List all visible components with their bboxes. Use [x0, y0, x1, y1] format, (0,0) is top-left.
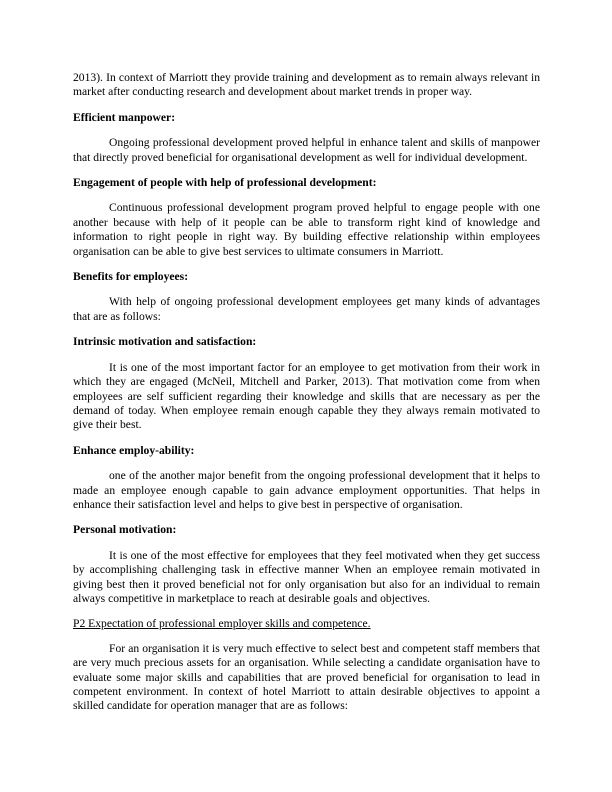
paragraph-personal-motivation: It is one of the most effective for employees that they feel motivated when they get success by accomplishing challenging task in effective manner When an employee remain motivated in giving best then it proved beneficial not for only organisation but also for an individual to remain always competitive in marketplace to reach at desirable goals and objectives. — [73, 548, 540, 605]
heading-personal-motivation: Personal motivation: — [73, 523, 177, 537]
paragraph-engagement-of-people: Continuous professional development program proved helpful to engage people with one another because with help of it people can be able to transform right kind of knowledge and information to right people in right way. By building effective relationship within employees organisation can be able to give best services to ultimate consumers in Marriott. — [73, 201, 540, 258]
paragraph-benefits-for-employees: With help of ongoing professional development employees get many kinds of advantages that are as follows: — [73, 295, 540, 323]
heading-efficient-manpower: Efficient manpower: — [73, 110, 176, 124]
paragraph-p2-expectation: For an organisation it is very much effective to select best and competent staff members that are very much precious assets for an organisation. While selecting a candidate organisation have to evaluate some major skills and capabilities that are proved beneficial for organisation to lead in competent environment. In context of hotel Marriott to attain desirable objectives to appoint a skilled candidate for operation manager that are as follows: — [73, 641, 540, 713]
heading-enhance-employability: Enhance employ-ability: — [73, 443, 195, 457]
heading-p2-expectation: P2 Expectation of professional employer skills and competence. — [73, 617, 371, 631]
paragraph-intrinsic-motivation: It is one of the most important factor for an employee to get motivation from their work in which they are engaged (McNeil, Mitchell and Parker, 2013). That motivation come from when employees are self sufficient regarding their knowledge and skills that are necessary as per the demand of today. When employee remain enough capable they they always remain motivated to give their best. — [73, 360, 540, 432]
heading-engagement-of-people: Engagement of people with help of professional development: — [73, 176, 377, 190]
heading-benefits-for-employees: Benefits for employees: — [73, 270, 189, 284]
heading-intrinsic-motivation: Intrinsic motivation and satisfaction: — [73, 335, 257, 349]
intro-paragraph: 2013). In context of Marriott they provide training and development as to remain always relevant in market after conducting research and development about market trends in proper way. — [73, 71, 540, 99]
paragraph-enhance-employability: one of the another major benefit from the ongoing professional development that it helps to made an employee enough capable to gain advance employment opportunities. That helps in enhance their satisfaction level and helps to give best in perspective of organisation. — [73, 469, 540, 511]
paragraph-efficient-manpower: Ongoing professional development proved helpful in enhance talent and skills of manpower that directly proved beneficial for organisational development as well for individual development. — [73, 136, 540, 164]
